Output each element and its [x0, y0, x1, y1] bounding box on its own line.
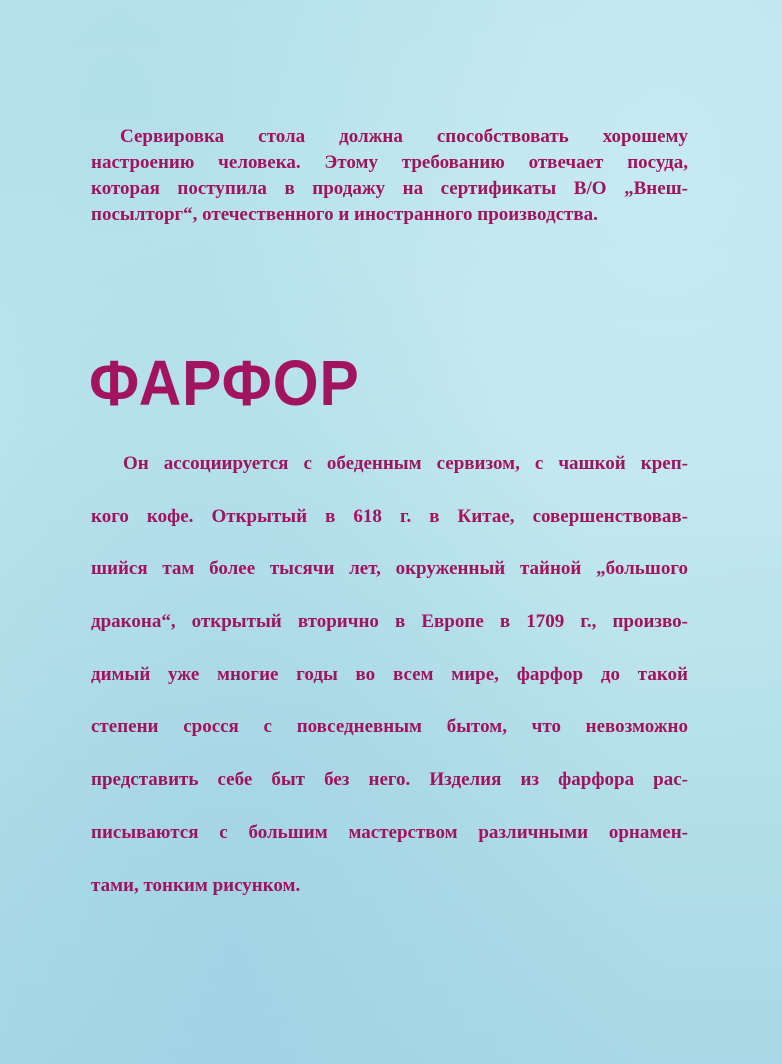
paragraph-line: шийся там более тысячи лет, окруженный тайной „большого — [91, 558, 688, 580]
paragraph-line: дракона“, открытый вторично в Европе в 1709 г., произво- — [91, 611, 688, 633]
paragraph-line: представить себе быт без него. Изделия из фарфора рас- — [91, 769, 688, 791]
paragraph-line: тами, тонким рисунком. — [91, 874, 301, 896]
paragraph-line: димый уже многие годы во всем мире, фарфор до такой — [91, 663, 688, 685]
paragraph-line: степени сросся с повседневным бытом, что невозможно — [91, 716, 688, 738]
section-paragraph — [91, 451, 688, 925]
intro-paragraph — [91, 124, 688, 228]
paragraph-line: писываются с большим мастерством различными орнамен- — [91, 821, 688, 843]
intro-line: которая поступила в продажу на сертификаты В/О „Внеш- — [91, 178, 688, 199]
section-title: ФАРФОР — [89, 347, 360, 419]
intro-line: Сервировка стола должна способствовать хорошему — [120, 126, 688, 147]
paragraph-line: Он ассоциируется с обеденным сервизом, с чашкой креп- — [123, 453, 688, 474]
paragraph-line: кого кофе. Открытый в 618 г. в Китае, совершенствовав- — [91, 505, 688, 527]
intro-line: посылторг“, отечественного и иностранного производства. — [91, 204, 598, 225]
intro-line: настроению человека. Этому требованию отвечает посуда, — [91, 152, 688, 173]
